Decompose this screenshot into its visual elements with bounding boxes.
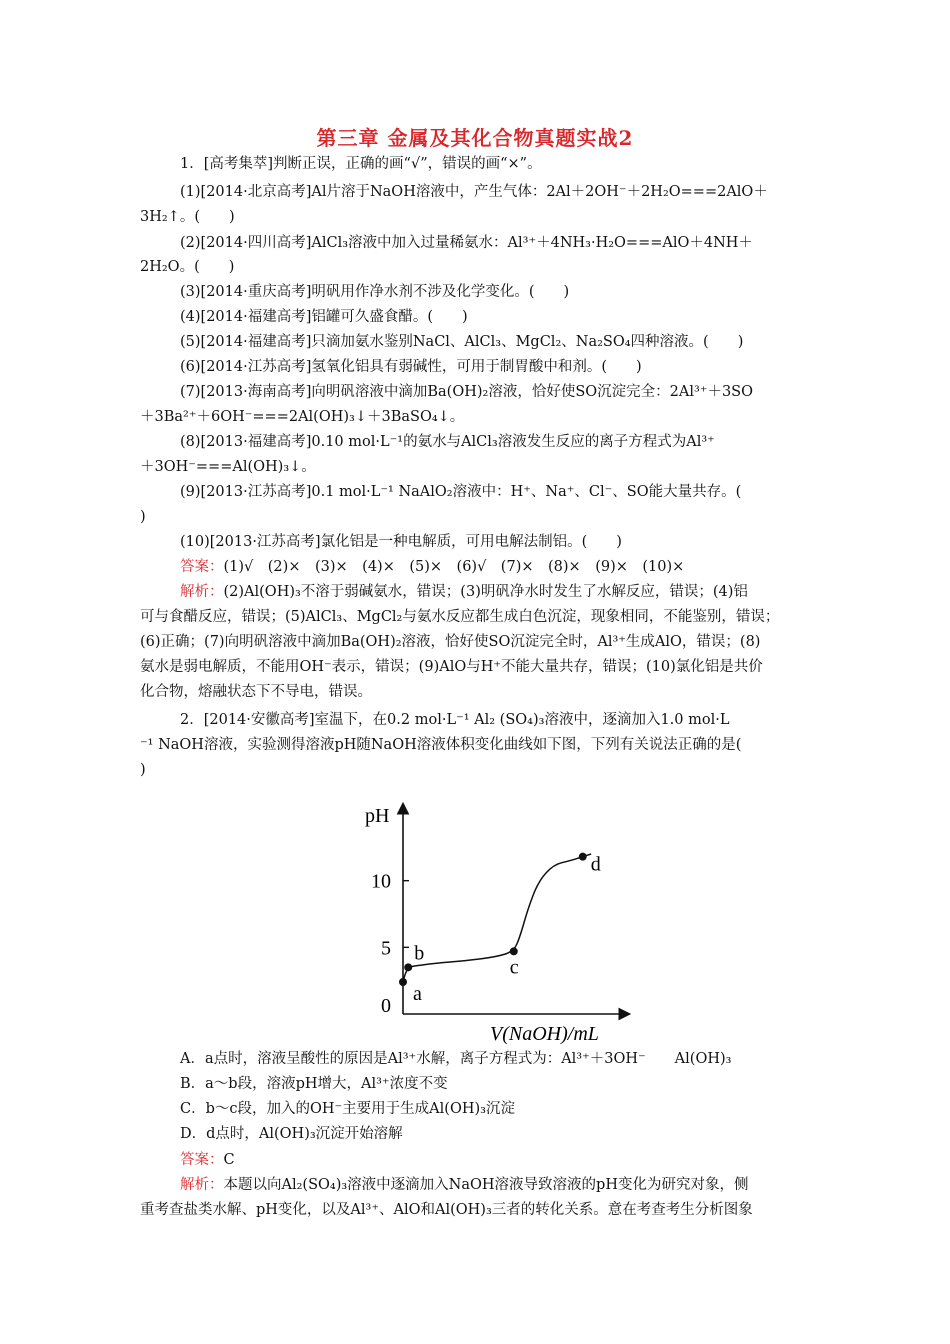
q1-item: (8)[2013·福建高考]0.10 mol·L⁻¹的氨水与AlCl₃溶液发生反应的离子方程式为Al³⁺ xyxy=(180,434,715,450)
q1-answer xyxy=(180,557,684,577)
x-axis-label: V(NaOH)/mL xyxy=(490,1023,599,1045)
point-label-a: a xyxy=(413,983,422,1005)
ph-curve-chart xyxy=(340,790,640,1045)
page-title: 第三章 金属及其化合物真题实战2 xyxy=(316,126,634,150)
q2-analysis xyxy=(180,1175,748,1195)
answer-label: 答案： xyxy=(180,1152,224,1168)
q1-analysis-line: 氨水是弱电解质，不能用OH⁻表示，错误；(9)AlO与H⁺不能大量共存，错误；(10)氯化铝是共价 xyxy=(140,659,763,675)
q1-analysis xyxy=(180,582,748,602)
q1-item: (1)[2014·北京高考]Al片溶于NaOH溶液中，产生气体：2Al＋2OH⁻＋2H₂O===2AlO＋ xyxy=(180,184,768,200)
q1-item: (10)[2013·江苏高考]氯化铝是一种电解质，可用电解法制铝。( ) xyxy=(180,534,622,550)
q1-item: ) xyxy=(140,509,146,525)
ph-curve-line xyxy=(403,854,591,982)
y-tick-label: 0 xyxy=(381,995,391,1017)
analysis-label: 解析： xyxy=(180,1177,224,1193)
point-label-b: b xyxy=(414,942,425,965)
q1-item: (2)[2014·四川高考]AlCl₃溶液中加入过量稀氨水：Al³⁺＋4NH₃·H₂O===AlO＋4NH＋ xyxy=(180,235,753,251)
point-c xyxy=(510,947,518,955)
q1-analysis-line: 可与食醋反应，错误；(5)AlCl₃、MgCl₂与氨水反应都生成白色沉淀，现象相同，不能鉴别，错误； xyxy=(140,609,780,625)
q1-item: 3H₂↑。( ) xyxy=(140,209,235,225)
point-b xyxy=(404,963,412,971)
option-b: B．a～b段，溶液pH增大，Al³⁺浓度不变 xyxy=(180,1076,448,1092)
analysis-text: (2)Al(OH)₃不溶于弱碱氨水，错误；(3)明矾净水时发生了水解反应，错误；(4)铝 xyxy=(223,584,748,600)
q2-stem: ) xyxy=(140,762,146,778)
answer-label: 答案： xyxy=(180,559,224,575)
point-d xyxy=(579,853,587,861)
q1-item: ＋3Ba²⁺＋6OH⁻===2Al(OH)₃↓＋3BaSO₄↓。 xyxy=(140,409,465,425)
q1-stem: 1．[高考集萃]判断正误，正确的画“√”，错误的画“×”。 xyxy=(180,156,542,172)
y-tick-label: 10 xyxy=(371,870,391,893)
point-label-d: d xyxy=(590,853,601,876)
q1-analysis-line: 化合物，熔融状态下不导电，错误。 xyxy=(140,684,372,700)
answer-text: C xyxy=(223,1152,235,1168)
option-c: C．b～c段，加入的OH⁻主要用于生成Al(OH)₃沉淀 xyxy=(180,1101,515,1117)
q1-item: ＋3OH⁻===Al(OH)₃↓。 xyxy=(140,459,316,475)
y-tick-label: 5 xyxy=(381,937,391,960)
q2-stem: ⁻¹ NaOH溶液，实验测得溶液pH随NaOH溶液体积变化曲线如下图，下列有关说法正确的是( xyxy=(140,737,742,753)
option-d: D．d点时，Al(OH)₃沉淀开始溶解 xyxy=(180,1126,403,1142)
q2-stem: 2．[2014·安徽高考]室温下，在0.2 mol·L⁻¹ Al₂ (SO₄)₃溶液中，逐滴加入1.0 mol·L xyxy=(180,712,730,728)
q1-item: (9)[2013·江苏高考]0.1 mol·L⁻¹ NaAlO₂溶液中：H⁺、Na⁺、Cl⁻、SO能大量共存。( xyxy=(180,484,742,500)
q1-item: (7)[2013·海南高考]向明矾溶液中滴加Ba(OH)₂溶液，恰好使SO沉淀完全：2Al³⁺＋3SO xyxy=(180,384,753,400)
q1-item: (3)[2014·重庆高考]明矾用作净水剂不涉及化学变化。( ) xyxy=(180,284,570,300)
q2-analysis-line: 重考查盐类水解、pH变化，以及Al³⁺、AlO和Al(OH)₃三者的转化关系。意在考查考生分析图象 xyxy=(140,1202,753,1218)
point-label-c: c xyxy=(509,956,519,979)
analysis-text: 本题以向Al₂(SO₄)₃溶液中逐滴加入NaOH溶液导致溶液的pH变化为研究对象，侧 xyxy=(223,1177,749,1193)
q1-item: 2H₂O。( ) xyxy=(140,259,235,275)
q1-item: (5)[2014·福建高考]只滴加氨水鉴别NaCl、AlCl₃、MgCl₂、Na₂SO₄四种溶液。( ) xyxy=(180,334,744,350)
option-a: A．a点时，溶液呈酸性的原因是Al³⁺水解，离子方程式为：Al³⁺＋3OH⁻ Al(OH)₃ xyxy=(180,1051,732,1067)
q1-item: (6)[2014·江苏高考]氢氧化铝具有弱碱性，可用于制胃酸中和剂。( ) xyxy=(180,359,642,375)
y-axis-label: pH xyxy=(365,805,390,827)
q1-analysis-line: (6)正确；(7)向明矾溶液中滴加Ba(OH)₂溶液，恰好使SO沉淀完全时，Al³⁺生成AlO，错误；(8) xyxy=(140,634,761,650)
answer-text: (1)√ (2)× (3)× (4)× (5)× (6)√ (7)× (8)× (9)× (10)× xyxy=(223,559,685,575)
analysis-label: 解析： xyxy=(180,584,224,600)
q1-item: (4)[2014·福建高考]铝罐可久盛食醋。( ) xyxy=(180,309,468,325)
q2-answer xyxy=(180,1150,235,1170)
point-a xyxy=(399,978,407,986)
